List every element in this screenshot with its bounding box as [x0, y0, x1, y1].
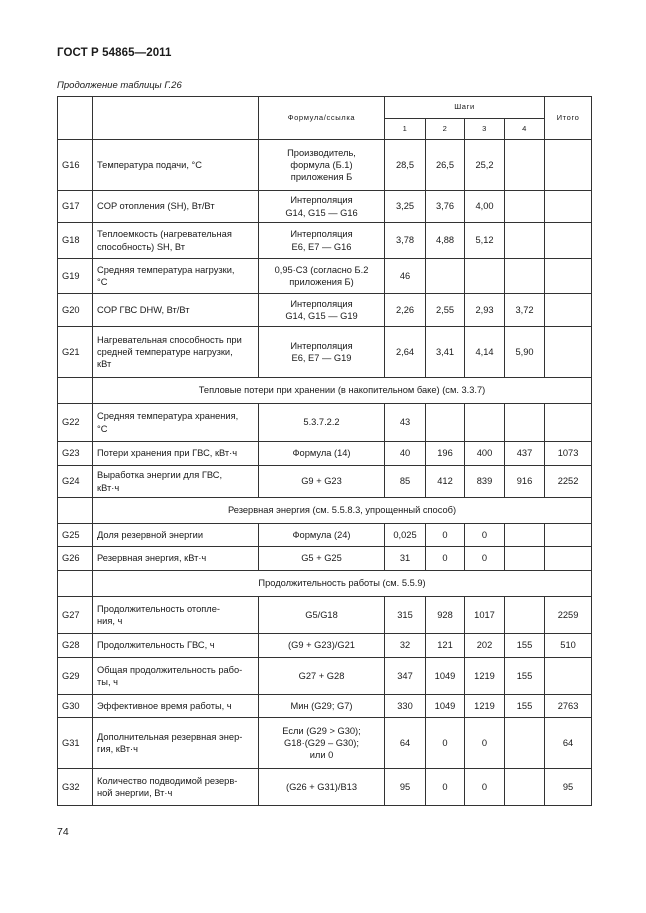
row-name	[93, 223, 259, 259]
row-name-line: Доля резервной энергии	[97, 529, 204, 540]
row-name-line: Температура подачи, °С	[97, 159, 202, 170]
row-formula	[259, 695, 385, 718]
step-value: 315	[385, 597, 426, 634]
step-value	[505, 191, 545, 223]
step-value: 400	[465, 442, 505, 466]
row-formula	[259, 442, 385, 466]
section-title: Продолжительность работы (см. 5.5.9)	[93, 571, 592, 597]
row-id: G28	[58, 634, 93, 658]
row-name-line: гия, кВт·ч	[97, 744, 138, 754]
row-formula	[259, 658, 385, 695]
step-value	[505, 140, 545, 191]
total-value: 1073	[545, 442, 592, 466]
step-value: 0	[426, 718, 465, 769]
row-name-line: Эффективное время работы, ч	[97, 700, 232, 711]
row-formula-line: Формула (14)	[292, 448, 351, 459]
row-formula-line: Мин (G29; G7)	[290, 700, 353, 711]
step-value: 0	[465, 769, 505, 806]
row-formula-line: (G26 + G31)/B13	[285, 781, 358, 792]
header-step-number: 2	[426, 119, 465, 140]
row-formula	[259, 718, 385, 769]
total-value: 64	[545, 718, 592, 769]
row-formula	[259, 294, 385, 327]
row-formula-line: или 0	[309, 750, 334, 761]
total-value	[545, 547, 592, 571]
step-value: 85	[385, 466, 426, 498]
step-value	[505, 597, 545, 634]
total-value: 2763	[545, 695, 592, 718]
header-total: Итого	[545, 97, 592, 140]
total-value	[545, 327, 592, 378]
row-formula	[259, 191, 385, 223]
step-value: 26,5	[426, 140, 465, 191]
data-table	[57, 96, 592, 806]
row-name-line: Резервная энергия, кВт·ч	[97, 553, 207, 564]
total-value	[545, 294, 592, 327]
table-row	[58, 294, 592, 327]
row-name	[93, 191, 259, 223]
row-id: G26	[58, 547, 93, 571]
row-name-line: Средняя температура нагрузки,	[97, 264, 235, 275]
table-row	[58, 634, 592, 658]
step-value	[505, 223, 545, 259]
row-formula-line: G5/G18	[305, 609, 338, 620]
row-formula-line: E6, E7 — G19	[291, 353, 352, 363]
row-name-line: Общая продолжительность рабо-	[97, 664, 243, 675]
row-formula	[259, 634, 385, 658]
table-row	[58, 404, 592, 442]
step-value: 5,90	[505, 327, 545, 378]
row-id: G31	[58, 718, 93, 769]
row-formula	[259, 524, 385, 547]
row-name	[93, 294, 259, 327]
row-formula-line: Формула (24)	[292, 529, 351, 540]
step-value	[505, 524, 545, 547]
step-value: 412	[426, 466, 465, 498]
table-row	[58, 718, 592, 769]
step-value: 4,14	[465, 327, 505, 378]
row-formula	[259, 223, 385, 259]
step-value: 2,93	[465, 294, 505, 327]
step-value: 2,26	[385, 294, 426, 327]
row-name	[93, 259, 259, 294]
step-value: 0	[426, 524, 465, 547]
header-id-cell	[58, 97, 93, 140]
total-value: 95	[545, 769, 592, 806]
step-value: 95	[385, 769, 426, 806]
step-value: 3,72	[505, 294, 545, 327]
row-formula-line: G14, G15 — G19	[285, 311, 358, 321]
step-value: 3,76	[426, 191, 465, 223]
section-row	[58, 378, 592, 404]
header-step-number: 4	[505, 119, 545, 140]
section-title: Резервная энергия (см. 5.5.8.3, упрощенный способ)	[93, 498, 592, 524]
step-value: 155	[505, 695, 545, 718]
row-id: G19	[58, 259, 93, 294]
step-value: 347	[385, 658, 426, 695]
section-row	[58, 498, 592, 524]
row-name-line: Количество подводимой резерв-	[97, 775, 238, 786]
step-value: 0	[465, 718, 505, 769]
total-value: 2259	[545, 597, 592, 634]
step-value	[505, 259, 545, 294]
step-value	[505, 404, 545, 442]
step-value: 155	[505, 658, 545, 695]
row-formula-line: Интерполяция	[290, 340, 353, 351]
step-value	[426, 259, 465, 294]
row-formula-line: Интерполяция	[290, 229, 353, 240]
row-name	[93, 404, 259, 442]
total-value	[545, 191, 592, 223]
step-value: 0	[426, 547, 465, 571]
step-value: 3,25	[385, 191, 426, 223]
row-name-line: ты, ч	[97, 677, 118, 687]
row-formula-line: Производитель,	[287, 147, 356, 158]
total-value	[545, 404, 592, 442]
table-row	[58, 466, 592, 498]
row-name-line: кВт	[97, 359, 112, 370]
step-value: 0	[465, 524, 505, 547]
row-formula-line: Интерполяция	[290, 298, 353, 309]
step-value: 43	[385, 404, 426, 442]
step-value: 121	[426, 634, 465, 658]
step-value: 46	[385, 259, 426, 294]
section-id-cell	[58, 571, 93, 597]
row-id: G21	[58, 327, 93, 378]
step-value: 155	[505, 634, 545, 658]
row-name	[93, 466, 259, 498]
section-row	[58, 571, 592, 597]
row-name-line: Дополнительная резервная энер-	[97, 731, 243, 742]
step-value: 437	[505, 442, 545, 466]
row-id: G23	[58, 442, 93, 466]
table-body	[58, 140, 592, 806]
row-id: G25	[58, 524, 93, 547]
row-name-line: ной энергии, Вт·ч	[97, 788, 173, 798]
table-row	[58, 658, 592, 695]
step-value: 1017	[465, 597, 505, 634]
row-id: G22	[58, 404, 93, 442]
row-name-line: °С	[97, 277, 108, 287]
step-value: 1049	[426, 658, 465, 695]
total-value	[545, 259, 592, 294]
total-value: 2252	[545, 466, 592, 498]
row-name	[93, 658, 259, 695]
row-id: G24	[58, 466, 93, 498]
row-formula-line: 0,95·C3 (согласно Б.2	[274, 264, 369, 275]
step-value	[505, 769, 545, 806]
row-name-line: средней температуре нагрузки,	[97, 346, 233, 357]
row-name-line: COP ГВС DHW, Вт/Вт	[97, 304, 190, 315]
row-id: G18	[58, 223, 93, 259]
step-value: 28,5	[385, 140, 426, 191]
section-id-cell	[58, 378, 93, 404]
step-value: 31	[385, 547, 426, 571]
section-title: Тепловые потери при хранении (в накопительном баке) (см. 3.3.7)	[93, 378, 592, 404]
step-value: 330	[385, 695, 426, 718]
row-name	[93, 442, 259, 466]
row-formula	[259, 597, 385, 634]
row-name-line: способность) SH, Вт	[97, 241, 186, 252]
table-row	[58, 769, 592, 806]
row-formula-line: формула (Б.1)	[290, 159, 353, 170]
step-value	[505, 547, 545, 571]
page-number: 74	[57, 826, 69, 838]
total-value: 510	[545, 634, 592, 658]
section-id-cell	[58, 498, 93, 524]
table-row	[58, 259, 592, 294]
row-formula-line: приложения Б)	[289, 277, 354, 287]
table-row	[58, 140, 592, 191]
row-name	[93, 718, 259, 769]
row-name	[93, 597, 259, 634]
step-value: 916	[505, 466, 545, 498]
row-formula-line: (G9 + G23)/G21	[288, 640, 355, 651]
row-formula-line: G27 + G28	[298, 670, 345, 681]
row-formula	[259, 547, 385, 571]
row-formula-line: 5.3.7.2.2	[303, 417, 340, 428]
row-formula	[259, 140, 385, 191]
row-name	[93, 327, 259, 378]
row-name-line: Нагревательная способность при	[97, 334, 242, 345]
row-formula	[259, 327, 385, 378]
table-row	[58, 695, 592, 718]
step-value: 1219	[465, 658, 505, 695]
table-row	[58, 327, 592, 378]
step-value	[465, 404, 505, 442]
table-caption: Продолжение таблицы Г.26	[57, 80, 182, 91]
step-value	[465, 259, 505, 294]
total-value	[545, 223, 592, 259]
step-value: 3,41	[426, 327, 465, 378]
step-value: 2,64	[385, 327, 426, 378]
row-name	[93, 634, 259, 658]
row-name-line: Продолжительность отопле-	[97, 603, 220, 614]
row-name-line: COP отопления (SH), Вт/Вт	[97, 201, 215, 212]
step-value: 4,00	[465, 191, 505, 223]
step-value	[505, 718, 545, 769]
step-value: 0	[426, 769, 465, 806]
row-formula	[259, 466, 385, 498]
header-step-number: 1	[385, 119, 426, 140]
step-value: 1049	[426, 695, 465, 718]
row-name-line: Продолжительность ГВС, ч	[97, 640, 215, 651]
row-name	[93, 140, 259, 191]
total-value	[545, 524, 592, 547]
row-formula	[259, 404, 385, 442]
table-row	[58, 442, 592, 466]
row-name	[93, 524, 259, 547]
step-value: 64	[385, 718, 426, 769]
row-id: G27	[58, 597, 93, 634]
row-id: G30	[58, 695, 93, 718]
row-formula	[259, 259, 385, 294]
row-id: G20	[58, 294, 93, 327]
document-title: ГОСТ Р 54865—2011	[57, 47, 172, 59]
row-formula-line: Если (G29 > G30);	[282, 725, 361, 736]
step-value: 928	[426, 597, 465, 634]
table-row	[58, 191, 592, 223]
row-name	[93, 547, 259, 571]
row-name	[93, 769, 259, 806]
table-row	[58, 524, 592, 547]
step-value: 1219	[465, 695, 505, 718]
step-value: 202	[465, 634, 505, 658]
row-name-line: Средняя температура хранения,	[97, 411, 239, 422]
row-name-line: Выработка энергии для ГВС,	[97, 470, 223, 481]
table-row	[58, 597, 592, 634]
table-row	[58, 547, 592, 571]
row-name	[93, 695, 259, 718]
row-name-line: °С	[97, 423, 108, 434]
row-id: G32	[58, 769, 93, 806]
step-value: 3,78	[385, 223, 426, 259]
row-id: G29	[58, 658, 93, 695]
step-value: 4,88	[426, 223, 465, 259]
row-id: G16	[58, 140, 93, 191]
header-name-cell	[93, 97, 259, 140]
row-id: G17	[58, 191, 93, 223]
row-formula-line: G5 + G25	[301, 553, 342, 564]
row-formula-line: E6, E7 — G16	[291, 241, 352, 252]
step-value: 2,55	[426, 294, 465, 327]
step-value: 40	[385, 442, 426, 466]
row-formula-line: Интерполяция	[290, 195, 353, 206]
header-steps: Шаги	[385, 97, 545, 119]
row-formula-line: G14, G15 — G16	[285, 207, 358, 218]
row-name-line: кВт·ч	[97, 482, 120, 493]
table-row	[58, 223, 592, 259]
row-formula-line: G9 + G23	[301, 476, 342, 487]
total-value	[545, 140, 592, 191]
row-formula-line: приложения Б	[290, 172, 353, 183]
step-value: 5,12	[465, 223, 505, 259]
row-name-line: Теплоемкость (нагревательная	[97, 229, 232, 240]
header-formula: Формула/ссылка	[259, 97, 385, 140]
row-name-line: ния, ч	[97, 616, 123, 626]
row-formula	[259, 769, 385, 806]
total-value	[545, 658, 592, 695]
step-value: 0,025	[385, 524, 426, 547]
row-name-line: Потери хранения при ГВС, кВт·ч	[97, 448, 238, 459]
step-value	[426, 404, 465, 442]
step-value: 839	[465, 466, 505, 498]
step-value: 32	[385, 634, 426, 658]
header-step-number: 3	[465, 119, 505, 140]
step-value: 0	[465, 547, 505, 571]
step-value: 25,2	[465, 140, 505, 191]
step-value: 196	[426, 442, 465, 466]
row-formula-line: G18·(G29 – G30);	[284, 737, 359, 748]
